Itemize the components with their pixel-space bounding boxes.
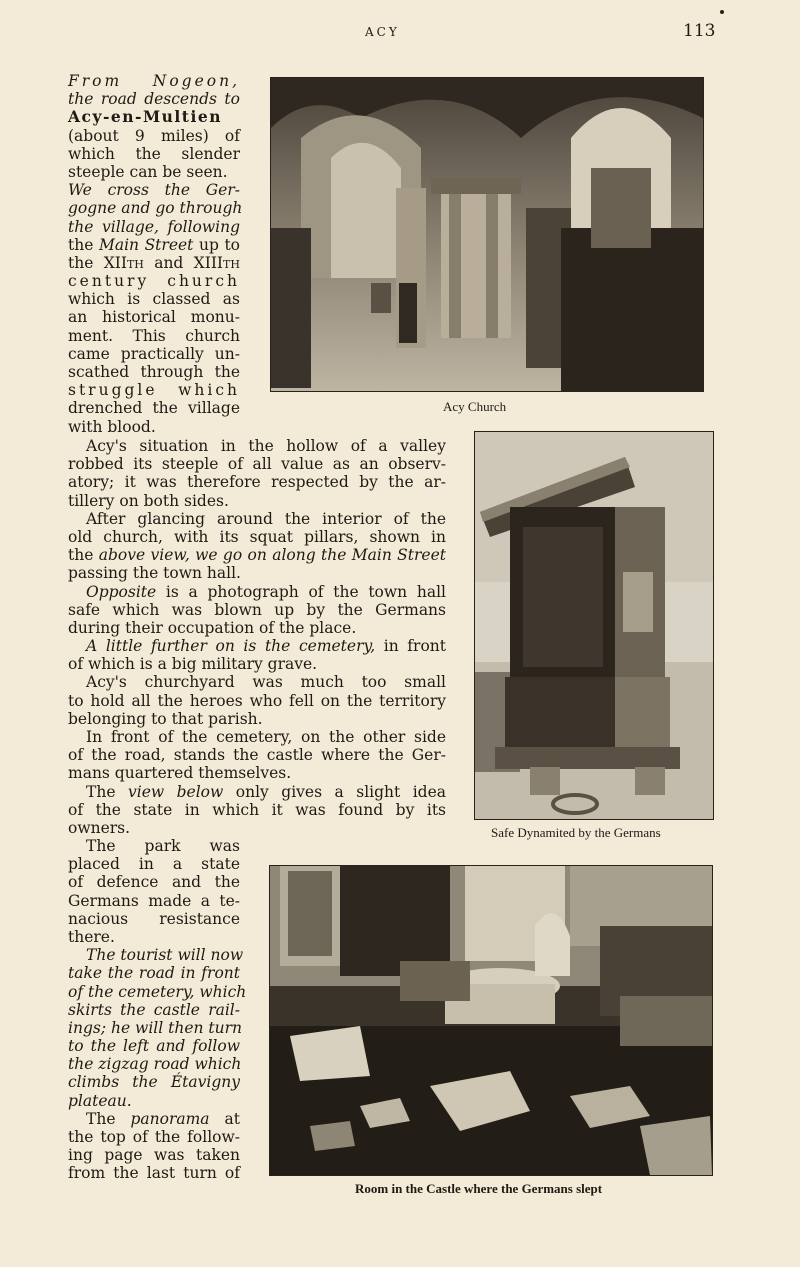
text-line: climbs the Étavigny	[68, 1073, 240, 1092]
text-line: struggle which	[68, 381, 240, 400]
text-line: the XIIth and XIIIth	[68, 253, 240, 272]
text-line: an historical monu-	[68, 308, 240, 327]
page-number: 113	[683, 21, 716, 41]
text-line: owners.	[68, 818, 131, 837]
text-line: The tourist will now	[86, 946, 244, 965]
castle-room-photo	[269, 865, 713, 1176]
text-line: tillery on both sides.	[68, 491, 229, 510]
text-line: to the left and follow	[68, 1037, 240, 1056]
text-line: the Main Street up to	[68, 235, 240, 254]
text-line: from the last turn of	[68, 1164, 240, 1183]
text-line: A little further on is the cemetery, in front	[86, 637, 446, 656]
text-line: during their occupation of the place.	[68, 618, 357, 637]
text-line: ings; he will then turn	[68, 1018, 243, 1037]
text-column-middle	[68, 437, 446, 837]
text-line: We cross the Ger-	[68, 181, 240, 200]
text-line: ment. This church	[68, 326, 240, 345]
text-line: safe which was blown up by the Germans	[68, 600, 446, 619]
text-line: of the cemetery, which	[68, 982, 247, 1001]
text-line: which is classed as	[68, 290, 240, 309]
text-line: After glancing around the interior of the	[86, 509, 446, 528]
text-line: of the road, stands the castle where the Ger-	[68, 746, 446, 765]
text-line: of the state in which it was found by its	[68, 800, 446, 819]
text-line: plateau.	[68, 1091, 132, 1110]
church-interior-photo	[270, 77, 704, 392]
text-line: scathed through the	[68, 363, 240, 381]
text-line: with blood.	[68, 417, 156, 436]
text-line: The park was	[86, 837, 240, 855]
text-column-bottom	[68, 837, 247, 1183]
text-line: atory; it was therefore respected by the ar-	[68, 473, 446, 492]
text-line: The panorama at	[86, 1109, 240, 1128]
text-line: steeple can be seen.	[68, 162, 228, 181]
text-line: From Nogeon,	[68, 72, 240, 90]
text-line: the road descends to	[68, 90, 240, 109]
text-line: Acy's situation in the hollow of a valley	[86, 437, 446, 455]
text-line: came practically un-	[68, 344, 240, 363]
safe-photo-caption: Safe Dynamited by the Germans	[491, 825, 661, 840]
text-line: belonging to that parish.	[68, 709, 263, 728]
text-line: to hold all the heroes who fell on the territory	[68, 691, 446, 710]
text-line: the zigzag road which	[68, 1055, 242, 1074]
text-line: gogne and go through	[68, 199, 243, 218]
text-line: placed in a state	[68, 855, 240, 874]
text-line: century church	[68, 272, 240, 291]
text-line: the top of the follow-	[68, 1128, 240, 1146]
text-line: the village, following	[68, 217, 240, 236]
ink-dot	[720, 10, 724, 14]
church-photo-caption: Acy Church	[443, 399, 507, 414]
text-line: ing page was taken	[68, 1146, 240, 1165]
text-line: take the road in front	[68, 964, 240, 983]
text-line: Germans made a te-	[68, 891, 240, 910]
text-line: passing the town hall.	[68, 564, 241, 583]
text-column-top	[68, 72, 243, 436]
text-line: Opposite is a photograph of the town hall	[86, 582, 446, 601]
text-line: In front of the cemetery, on the other side	[86, 728, 446, 746]
text-line: skirts the castle rail-	[68, 1000, 240, 1019]
text-line: there.	[68, 927, 115, 946]
running-head: ACY	[365, 25, 400, 39]
room-photo-caption: Room in the Castle where the Germans slept	[355, 1181, 603, 1196]
text-line: which the slender	[68, 144, 240, 163]
text-line: of defence and the	[68, 873, 240, 892]
text-line: the above view, we go on along the Main Street	[68, 546, 447, 565]
text-line: drenched the village	[68, 399, 240, 418]
text-line: (about 9 miles) of	[68, 126, 240, 145]
text-line: The view below only gives a slight idea	[86, 782, 447, 801]
text-line: nacious resistance	[68, 909, 240, 928]
text-line: robbed its steeple of all value as an observ-	[68, 455, 446, 474]
text-line: mans quartered themselves.	[68, 764, 292, 783]
text-line: Acy's churchyard was much too small	[86, 673, 446, 692]
text-line: Acy-en-Multien	[68, 107, 222, 127]
dynamited-safe-photo	[474, 431, 714, 820]
text-line: of which is a big military grave.	[68, 655, 318, 674]
text-line: old church, with its squat pillars, shown in	[68, 527, 446, 546]
